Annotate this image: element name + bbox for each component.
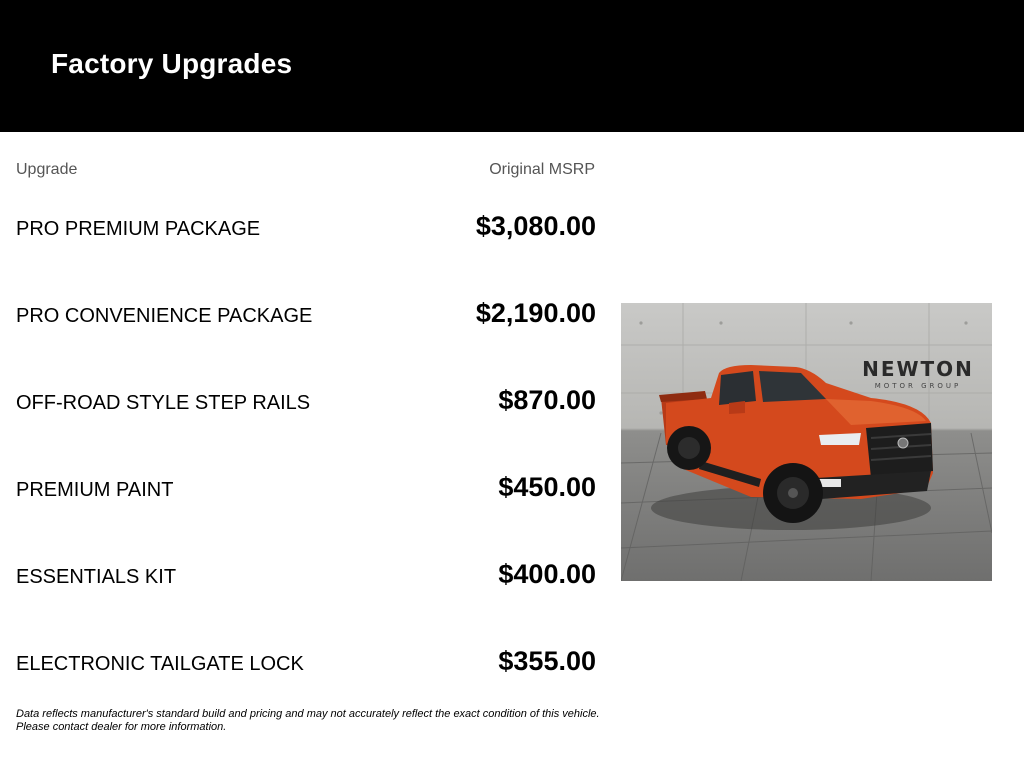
upgrade-row [16,372,596,459]
upgrade-column-header: Upgrade [16,161,78,178]
upgrade-name: PRO PREMIUM PACKAGE [16,218,261,240]
upgrade-price: $450.00 [498,472,596,502]
upgrade-price: $355.00 [498,646,596,676]
disclaimer [16,708,616,734]
msrp-column-header: Original MSRP [489,161,595,178]
upgrade-row [16,285,596,372]
upgrade-name: ESSENTIALS KIT [16,566,177,588]
upgrade-name: PREMIUM PAINT [16,479,174,501]
page-title: Factory Upgrades [51,48,293,79]
upgrade-row [16,546,596,633]
upgrades-list [16,198,596,720]
dealer-logo [862,357,974,390]
page-header [0,0,1024,132]
upgrade-name: PRO CONVENIENCE PACKAGE [16,305,313,327]
upgrade-price: $400.00 [498,559,596,589]
upgrade-price: $870.00 [498,385,596,415]
vehicle-photo [621,303,992,581]
dealer-logo-name: NEWTON [862,357,974,381]
upgrade-name: ELECTRONIC TAILGATE LOCK [16,653,304,675]
truck-illustration [621,303,992,581]
upgrade-price: $3,080.00 [475,211,596,241]
disclaimer-line-2: Please contact dealer for more information. [16,721,227,733]
upgrade-row [16,459,596,546]
upgrade-row [16,198,596,285]
disclaimer-line-1: Data reflects manufacturer's standard build and pricing and may not accurately reflect the exact condition of this vehicle. [16,708,600,720]
upgrade-row [16,633,596,720]
upgrade-name: OFF-ROAD STYLE STEP RAILS [16,392,311,414]
upgrade-price: $2,190.00 [475,298,596,328]
dealer-logo-subtitle: MOTOR GROUP [874,382,962,390]
